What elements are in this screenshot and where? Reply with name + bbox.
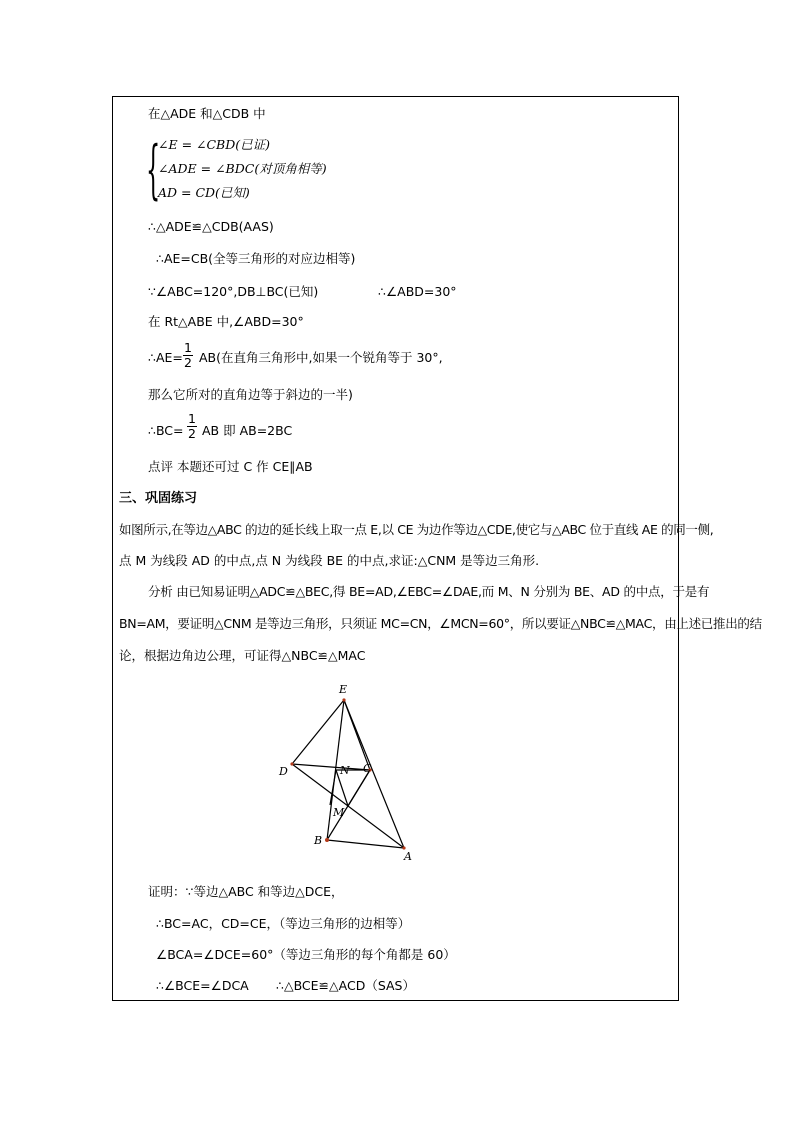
label-n: N <box>340 764 350 777</box>
section-heading: 三、巩固练习 <box>119 491 198 506</box>
angle-abd: ∴∠ABD=30° <box>378 284 457 299</box>
proof-line-3: ∠BCA=∠DCE=60°（等边三角形的每个角都是 60） <box>156 947 456 962</box>
analysis-line-2: BN=AM，要证明△CNM 是等边三角形，只须证 MC=CN，∠MCN=60°，所以要证△NBC≌△MAC，由上述已推出的结 <box>119 616 762 631</box>
label-m: M <box>333 806 345 819</box>
proof-line-4b: ∴△BCE≌△ACD（SAS） <box>276 978 415 993</box>
condition-1: ∠E = ∠CBD(已证) <box>158 137 271 152</box>
bc-prefix: ∴BC= <box>148 423 184 438</box>
label-b: B <box>314 834 323 847</box>
problem-line-2: 点 M 为线段 AD 的中点,点 N 为线段 BE 的中点,求证:△CNM 是等边三角形. <box>119 553 540 568</box>
proof-line-1: 证明：∵等边△ABC 和等边△DCE， <box>148 884 344 899</box>
proof-line-4a: ∴∠BCE=∠DCA <box>156 978 249 993</box>
reason-continued: 那么它所对的直角边等于斜边的一半) <box>148 387 353 402</box>
label-e: E <box>339 683 348 696</box>
analysis-line-3: 论，根据边角边公理，可证得△NBC≌△MAC <box>119 648 366 663</box>
ae-prefix: ∴AE= <box>148 350 183 365</box>
bc-result: AB 即 AB=2BC <box>202 423 293 438</box>
right-triangle-line: 在 Rt△ABE 中,∠ABD=30° <box>148 314 304 329</box>
fraction-denominator: 2 <box>184 355 192 370</box>
fraction-denominator: 2 <box>188 426 196 441</box>
conclusion-congruent: ∴△ADE≌△CDB(AAS) <box>148 219 274 234</box>
conclusion-ae-cb: ∴AE=CB(全等三角形的对应边相等) <box>156 251 356 266</box>
label-a: A <box>404 850 412 863</box>
given-angle: ∵∠ABC=120°,DB⊥BC(已知) <box>148 284 319 299</box>
analysis-line-1: 分析 由已知易证明△ADC≌△BEC,得 BE=AD,∠EBC=∠DAE,而 M、N 分别为 BE、AD 的中点，于是有 <box>148 584 710 599</box>
condition-2: ∠ADE = ∠BDC(对顶角相等) <box>158 161 327 176</box>
problem-line-1: 如图所示,在等边△ABC 的边的延长线上取一点 E,以 CE 为边作等边△CDE,使它与△ABC 位于直线 AE 的同一侧, <box>119 522 714 537</box>
proof-line-2: ∴BC=AC，CD=CE，（等边三角形的边相等） <box>156 916 411 931</box>
fraction-numerator: 1 <box>184 340 192 355</box>
ae-reason: AB(在直角三角形中,如果一个锐角等于 30°, <box>199 350 443 365</box>
line-triangles: 在△ADE 和△CDB 中 <box>148 106 266 121</box>
geometry-figure <box>270 680 430 865</box>
label-d: D <box>279 765 288 778</box>
condition-3: AD = CD(已知) <box>158 185 250 200</box>
condition-brace: { <box>146 133 161 207</box>
fraction-half-2 <box>187 412 197 441</box>
comment-line: 点评 本题还可过 C 作 CE∥AB <box>148 459 313 474</box>
fraction-numerator: 1 <box>188 411 196 426</box>
label-c: C <box>363 762 372 775</box>
fraction-half <box>183 341 193 370</box>
